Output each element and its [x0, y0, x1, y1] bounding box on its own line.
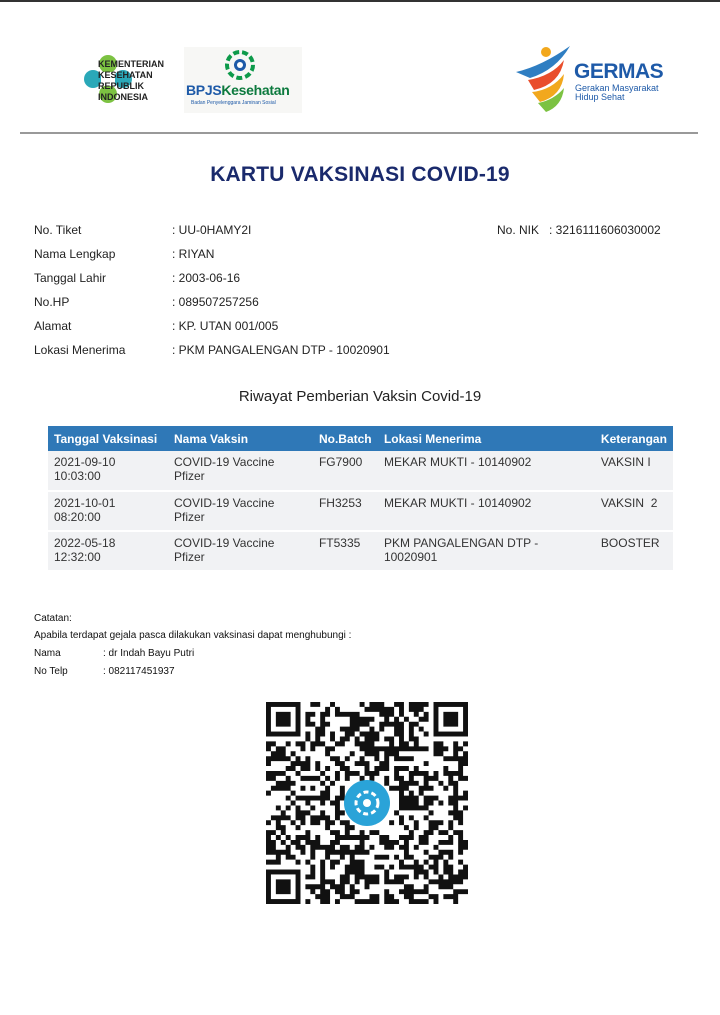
location-text: PKM PANGALENGAN DTP -: [383, 536, 539, 550]
nik-value: : 3216111606030002: [549, 223, 661, 237]
info-address: [34, 319, 434, 337]
table-row: [48, 451, 673, 491]
notes-instruction: Apabila terdapat gejala pasca dilakukan vaksinasi dapat menghubungi :: [34, 630, 352, 641]
bpjs-name: [186, 82, 289, 98]
time-text: 08:20:00: [54, 510, 101, 524]
column-header-vaccine: Nama Vaksin: [168, 426, 313, 451]
vaccine-text: COVID-19 Vaccine: [173, 496, 275, 510]
qr-code: [266, 702, 468, 904]
cell-note: VAKSIN I: [595, 451, 673, 491]
info-full-name: [34, 247, 434, 265]
cell-note: VAKSIN 2: [595, 491, 673, 531]
location-text: MEKAR MUKTI - 10140902: [383, 496, 532, 510]
column-header-date: Tanggal Vaksinasi: [48, 426, 168, 451]
column-header-batch: No.Batch: [313, 426, 378, 451]
info-value: : UU-0HAMY2I: [172, 223, 252, 237]
cell-batch: FT5335: [313, 531, 378, 571]
card-title: KARTU VAKSINASI COVID-19: [210, 163, 510, 186]
info-nik: [497, 223, 661, 237]
qr-finder: [436, 704, 466, 734]
info-location: [34, 343, 434, 361]
location-text: MEKAR MUKTI - 10140902: [383, 455, 532, 469]
vaccination-table: [48, 426, 673, 572]
column-header-note: Keterangan: [595, 426, 673, 451]
time-text: 12:32:00: [54, 550, 101, 564]
cell-vaccine: [168, 531, 313, 571]
info-label: No. Tiket: [34, 223, 82, 237]
contact-phone-label: No Telp: [34, 666, 68, 677]
history-title: Riwayat Pemberian Vaksin Covid-19: [238, 388, 482, 405]
info-value: : PKM PANGALENGAN DTP - 10020901: [172, 343, 390, 357]
contact-name-value: : dr Indah Bayu Putri: [103, 648, 195, 659]
cell-date: [48, 531, 168, 571]
info-label: No.HP: [34, 295, 70, 309]
info-value: : 089507257256: [172, 295, 259, 309]
location-code: 10020901: [383, 550, 438, 564]
cell-date: [48, 451, 168, 491]
info-value: : 2003-06-16: [172, 271, 241, 285]
germas-logo-icon: [512, 40, 576, 114]
contact-phone-value: : 082117451937: [103, 666, 175, 677]
cell-note: BOOSTER: [595, 531, 673, 571]
vaccine-text: COVID-19 Vaccine: [173, 536, 275, 550]
nik-label: No. NIK: [497, 223, 540, 237]
qr-finder: [268, 872, 298, 902]
vaccine-brand: Pfizer: [173, 510, 205, 524]
info-phone: [34, 295, 434, 313]
info-value: : KP. UTAN 001/005: [172, 319, 279, 333]
bpjs-subtitle: Badan Penyelenggara Jaminan Sosial: [191, 100, 276, 106]
table-row: [48, 491, 673, 531]
germas-name: GERMAS: [574, 60, 664, 83]
vaccine-text: COVID-19 Vaccine: [173, 455, 275, 469]
kemenkes-name: KEMENTERIAN KESEHATAN REPUBLIK INDONESIA: [98, 59, 165, 102]
info-label: Nama Lengkap: [34, 247, 116, 261]
vaccine-brand: Pfizer: [173, 469, 205, 483]
vaccine-brand: Pfizer: [173, 550, 205, 564]
column-header-location: Lokasi Menerima: [378, 426, 595, 451]
notes-heading: Catatan:: [34, 613, 72, 624]
cell-location: [378, 491, 595, 531]
bpjs-name-part2: Kesehatan: [221, 82, 290, 98]
cell-vaccine: [168, 491, 313, 531]
info-label: Alamat: [34, 319, 72, 333]
info-label: Tanggal Lahir: [34, 271, 107, 285]
table-row: [48, 531, 673, 571]
table-header-row: [48, 426, 673, 451]
top-border: [0, 0, 720, 2]
time-text: 10:03:00: [54, 469, 101, 483]
bpjs-icon: [344, 780, 390, 826]
qr-finder: [268, 704, 298, 734]
cell-location: [378, 451, 595, 491]
cell-date: [48, 491, 168, 531]
cell-batch: FG7900: [313, 451, 378, 491]
info-birth-date: [34, 271, 434, 289]
cell-location: [378, 531, 595, 571]
bpjs-name-part1: BPJS: [186, 82, 222, 98]
date-text: 2021-09-10: [54, 455, 116, 469]
germas-subtitle: Gerakan Masyarakat Hidup Sehat: [575, 83, 659, 102]
info-value: : RIYAN: [172, 247, 215, 261]
date-text: 2021-10-01: [54, 496, 116, 510]
cell-vaccine: [168, 451, 313, 491]
date-text: 2022-05-18: [54, 536, 116, 550]
cell-batch: FH3253: [313, 491, 378, 531]
info-ticket: [34, 223, 434, 241]
info-label: Lokasi Menerima: [34, 343, 126, 357]
header-divider: [20, 132, 698, 134]
contact-name-label: Nama: [34, 648, 61, 659]
